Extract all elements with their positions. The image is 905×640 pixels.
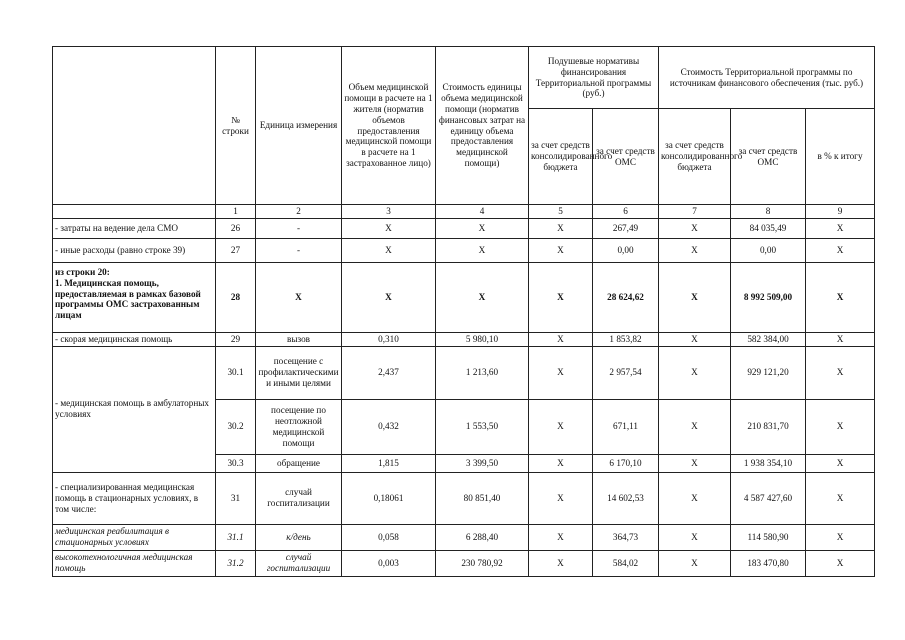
row-oms-2: 1 938 354,10	[731, 454, 806, 472]
col-number: 6	[593, 205, 659, 219]
row-unit: -	[256, 218, 342, 238]
row-oms: 6 170,10	[593, 454, 659, 472]
row-volume: 0,310	[342, 332, 436, 346]
row-unit-cost: 80 851,40	[436, 472, 529, 524]
row-oms-2: 0,00	[731, 238, 806, 262]
row-name: медицинская реабилитация в стационарных условиях	[53, 524, 216, 550]
row-oms: 14 602,53	[593, 472, 659, 524]
row-volume: 0,432	[342, 399, 436, 454]
row-unit: посещение с профилактическими и иными целями	[256, 346, 342, 399]
row-number: 26	[216, 218, 256, 238]
header-consolidated-budget: за счет средств консолидированного бюджета	[529, 109, 593, 205]
row-name: - медицинская помощь в амбулаторных условиях	[53, 346, 216, 472]
row-unit: к/день	[256, 524, 342, 550]
row-consolidated-2: X	[659, 262, 731, 332]
row-percent: X	[806, 550, 875, 576]
column-numbers-row	[53, 205, 875, 219]
row-oms-2: 929 121,20	[731, 346, 806, 399]
row-unit: вызов	[256, 332, 342, 346]
row-unit-cost: X	[436, 218, 529, 238]
row-unit-cost: 230 780,92	[436, 550, 529, 576]
row-number: 30.3	[216, 454, 256, 472]
row-number: 31.2	[216, 550, 256, 576]
row-oms: 28 624,62	[593, 262, 659, 332]
row-volume: 0,003	[342, 550, 436, 576]
header-consolidated-budget-2: за счет средств консолидированного бюджета	[659, 109, 731, 205]
row-oms: 584,02	[593, 550, 659, 576]
table-row	[53, 218, 875, 238]
row-percent: X	[806, 262, 875, 332]
header-unit-cost: Стоимость единицы объема медицинской помощи (норматив финансовых затрат на единицу объема предоставления медицинской помощи)	[436, 47, 529, 205]
row-consolidated-2: X	[659, 454, 731, 472]
row-volume: 2,437	[342, 346, 436, 399]
row-name: из строки 20: 1. Медицинская помощь, предоставляемая в рамках базовой программы ОМС застрахованным лицам	[53, 262, 216, 332]
header-row-number: № строки	[216, 47, 256, 205]
row-consolidated: X	[529, 550, 593, 576]
row-unit-cost: 3 399,50	[436, 454, 529, 472]
row-unit-cost: X	[436, 238, 529, 262]
row-percent: X	[806, 238, 875, 262]
table-row	[53, 238, 875, 262]
row-consolidated-2: X	[659, 399, 731, 454]
row-unit-cost: 6 288,40	[436, 524, 529, 550]
row-volume: 1,815	[342, 454, 436, 472]
row-oms: 2 957,54	[593, 346, 659, 399]
row-consolidated-2: X	[659, 218, 731, 238]
row-unit: X	[256, 262, 342, 332]
row-consolidated: X	[529, 262, 593, 332]
row-consolidated-2: X	[659, 472, 731, 524]
col-number: 1	[216, 205, 256, 219]
row-volume: 0,058	[342, 524, 436, 550]
program-cost-table	[52, 46, 875, 577]
row-number: 31.1	[216, 524, 256, 550]
header-unit: Единица измерения	[256, 47, 342, 205]
col-number: 8	[731, 205, 806, 219]
row-consolidated-2: X	[659, 346, 731, 399]
row-oms-2: 210 831,70	[731, 399, 806, 454]
row-name: - скорая медицинская помощь	[53, 332, 216, 346]
row-volume: 0,18061	[342, 472, 436, 524]
header-volume: Объем медицинской помощи в расчете на 1 жителя (норматив объемов предоставления медицинской помощи в расчете на 1 застрахованное лицо)	[342, 47, 436, 205]
row-oms-2: 8 992 509,00	[731, 262, 806, 332]
col-number: 9	[806, 205, 875, 219]
row-unit-cost: X	[436, 262, 529, 332]
header-oms-2: за счет средств ОМС	[731, 109, 806, 205]
row-oms-2: 84 035,49	[731, 218, 806, 238]
row-percent: X	[806, 472, 875, 524]
table-row	[53, 332, 875, 346]
row-consolidated: X	[529, 524, 593, 550]
header-oms: за счет средств ОМС	[593, 109, 659, 205]
row-name: - иные расходы (равно строке 39)	[53, 238, 216, 262]
row-unit-cost: 1 553,50	[436, 399, 529, 454]
row-percent: X	[806, 454, 875, 472]
row-consolidated: X	[529, 346, 593, 399]
row-volume: X	[342, 238, 436, 262]
row-consolidated-2: X	[659, 238, 731, 262]
row-oms: 671,11	[593, 399, 659, 454]
row-oms-2: 183 470,80	[731, 550, 806, 576]
row-unit: посещение по неотложной медицинской помощи	[256, 399, 342, 454]
row-oms-2: 114 580,90	[731, 524, 806, 550]
row-oms-2: 582 384,00	[731, 332, 806, 346]
col-number: 3	[342, 205, 436, 219]
row-number: 27	[216, 238, 256, 262]
col-number: 4	[436, 205, 529, 219]
row-percent: X	[806, 399, 875, 454]
row-oms: 0,00	[593, 238, 659, 262]
row-unit: случай госпитализации	[256, 550, 342, 576]
row-consolidated: X	[529, 472, 593, 524]
table-row	[53, 472, 875, 524]
row-oms: 364,73	[593, 524, 659, 550]
header-percent-total: в % к итогу	[806, 109, 875, 205]
row-consolidated: X	[529, 399, 593, 454]
row-unit-cost: 1 213,60	[436, 346, 529, 399]
row-percent: X	[806, 346, 875, 399]
row-oms: 267,49	[593, 218, 659, 238]
row-consolidated: X	[529, 238, 593, 262]
col-number: 5	[529, 205, 593, 219]
row-unit: случай госпитализации	[256, 472, 342, 524]
row-unit: обращение	[256, 454, 342, 472]
row-number: 30.2	[216, 399, 256, 454]
row-consolidated-2: X	[659, 524, 731, 550]
header-per-capita-group: Подушевые нормативы финансирования Территориальной программы (руб.)	[529, 47, 659, 109]
row-volume: X	[342, 262, 436, 332]
row-percent: X	[806, 218, 875, 238]
table-row	[53, 524, 875, 550]
col-number: 2	[256, 205, 342, 219]
row-number: 28	[216, 262, 256, 332]
row-consolidated: X	[529, 454, 593, 472]
row-percent: X	[806, 332, 875, 346]
row-consolidated: X	[529, 218, 593, 238]
row-name: высокотехнологичная медицинская помощь	[53, 550, 216, 576]
header-program-cost-group: Стоимость Территориальной программы по источникам финансового обеспечения (тыс. руб.)	[659, 47, 875, 109]
table-row	[53, 550, 875, 576]
row-number: 29	[216, 332, 256, 346]
row-consolidated: X	[529, 332, 593, 346]
row-consolidated-2: X	[659, 332, 731, 346]
row-name: - затраты на ведение дела СМО	[53, 218, 216, 238]
row-percent: X	[806, 524, 875, 550]
row-volume: X	[342, 218, 436, 238]
col-number-blank	[53, 205, 216, 219]
row-oms-2: 4 587 427,60	[731, 472, 806, 524]
table-row	[53, 262, 875, 332]
row-unit: -	[256, 238, 342, 262]
row-consolidated-2: X	[659, 550, 731, 576]
row-name: - специализированная медицинская помощь в стационарных условиях, в том числе:	[53, 472, 216, 524]
table-row	[53, 346, 875, 399]
row-unit-cost: 5 980,10	[436, 332, 529, 346]
row-oms: 1 853,82	[593, 332, 659, 346]
col-number: 7	[659, 205, 731, 219]
header-name-blank	[53, 47, 216, 205]
row-number: 30.1	[216, 346, 256, 399]
row-number: 31	[216, 472, 256, 524]
